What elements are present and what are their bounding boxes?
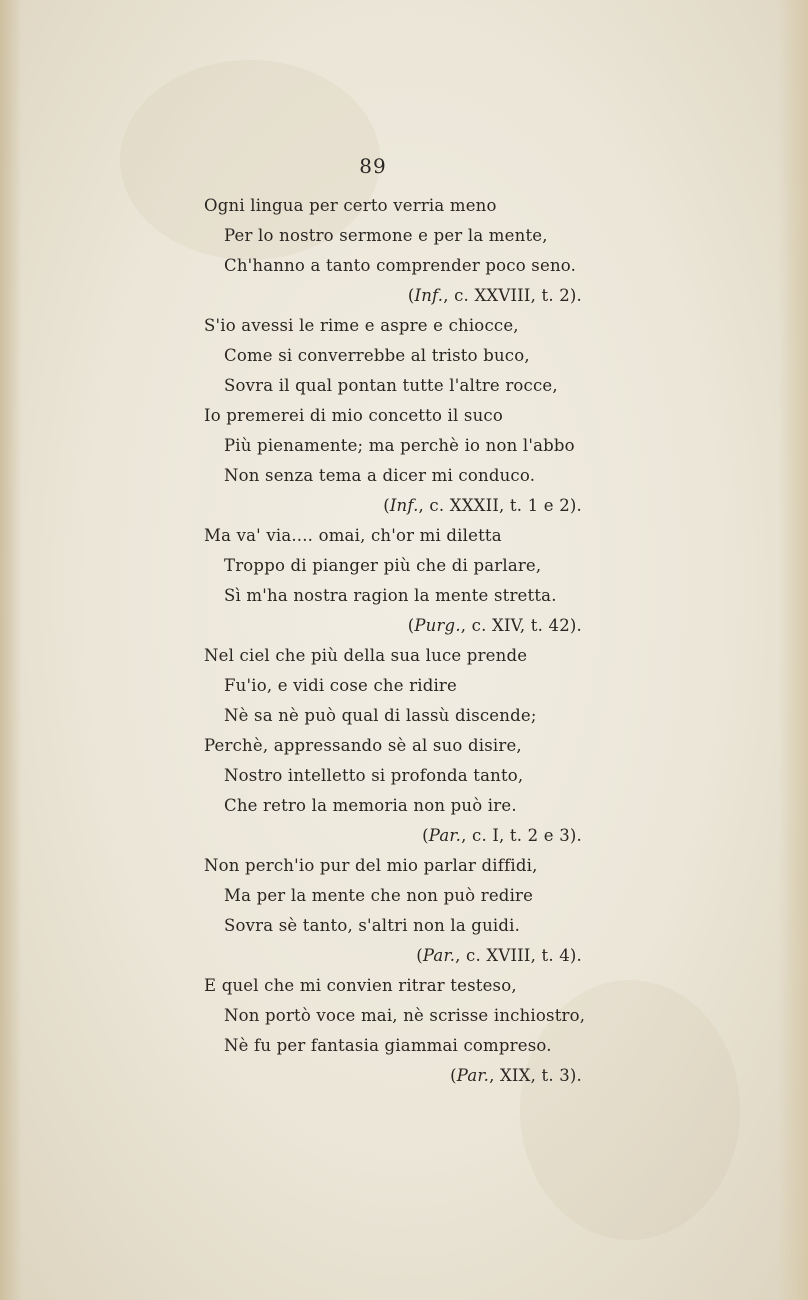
- verse-line-first: E quel che mi convien ritrar testeso,: [204, 976, 517, 995]
- verse-line: Non senza tema a dicer mi conduco.: [224, 466, 536, 485]
- verse-line-first: Ogni lingua per certo verria meno: [204, 196, 497, 215]
- verse-line: Ma per la mente che non può redire: [224, 886, 534, 905]
- citation-reference: , c. XIV, t. 42).: [460, 616, 582, 635]
- citation-reference: , c. XVIII, t. 4).: [455, 946, 582, 965]
- verse-citation: [204, 611, 586, 641]
- verse-line: Nè sa nè può qual di lassù discende;: [224, 706, 537, 725]
- citation-open: (: [383, 496, 390, 515]
- verse-line: Come si converrebbe al tristo buco,: [224, 346, 530, 365]
- verse-line-first: Non perch'io pur del mio parlar diffidi,: [204, 856, 538, 875]
- citation-reference: , c. XXVIII, t. 2).: [443, 286, 582, 305]
- citation-work: Purg.: [414, 616, 461, 635]
- page-edge-left: [0, 0, 22, 1300]
- verse-line: Sì m'ha nostra ragion la mente stretta.: [224, 586, 557, 605]
- citation-work: Inf.: [414, 286, 444, 305]
- verse-citation: [204, 491, 586, 521]
- citation-open: (: [416, 946, 423, 965]
- citation-open: (: [422, 826, 429, 845]
- page-edge-right: [778, 0, 808, 1300]
- verse-line: Perchè, appressando sè al suo disire,: [204, 736, 522, 755]
- verse-line: Sovra sè tanto, s'altri non la guidi.: [224, 916, 521, 935]
- citation-open: (: [407, 616, 415, 635]
- verse-line: Fu'io, e vidi cose che ridire: [224, 676, 457, 695]
- verse-line: Ch'hanno a tanto comprender poco seno.: [224, 256, 577, 275]
- verse-citation: [204, 281, 586, 311]
- verse-line: Nè fu per fantasia giammai compreso.: [224, 1036, 552, 1055]
- verse-line: Più pienamente; ma perchè io non l'abbo: [224, 436, 575, 455]
- citation-work: Par.: [456, 1066, 490, 1085]
- citation-reference: , c. XXXII, t. 1 e 2).: [418, 496, 582, 515]
- page-number: 89: [359, 154, 387, 178]
- verse-line: Troppo di pianger più che di parlare,: [224, 556, 542, 575]
- verse-citation: [204, 821, 586, 851]
- verse-line: Non portò voce mai, nè scrisse inchiostro,: [224, 1006, 586, 1025]
- verse-line: Sovra il qual pontan tutte l'altre rocce,: [224, 376, 558, 395]
- verse-line: Io premerei di mio concetto il suco: [204, 406, 503, 425]
- citation-open: (: [407, 286, 415, 305]
- verse-line: Nostro intelletto si profonda tanto,: [224, 766, 524, 785]
- verse-citation: [204, 941, 586, 971]
- citation-open: (: [450, 1066, 457, 1085]
- verse-line-first: S'io avessi le rime e aspre e chiocce,: [204, 316, 519, 335]
- verse-line-first: Nel ciel che più della sua luce prende: [204, 646, 528, 665]
- citation-work: Inf.: [389, 496, 419, 515]
- citation-reference: , c. I, t. 2 e 3).: [461, 826, 582, 845]
- verse-line: Per lo nostro sermone e per la mente,: [224, 226, 548, 245]
- citation-work: Par.: [422, 946, 456, 965]
- verse-citation: [204, 1061, 586, 1091]
- citation-work: Par.: [428, 826, 462, 845]
- verse-line: Che retro la memoria non può ire.: [224, 796, 517, 815]
- verse-block: [204, 191, 586, 1091]
- verse-line-first: Ma va' via.... omai, ch'or mi diletta: [204, 526, 502, 545]
- citation-reference: , XIX, t. 3).: [489, 1066, 582, 1085]
